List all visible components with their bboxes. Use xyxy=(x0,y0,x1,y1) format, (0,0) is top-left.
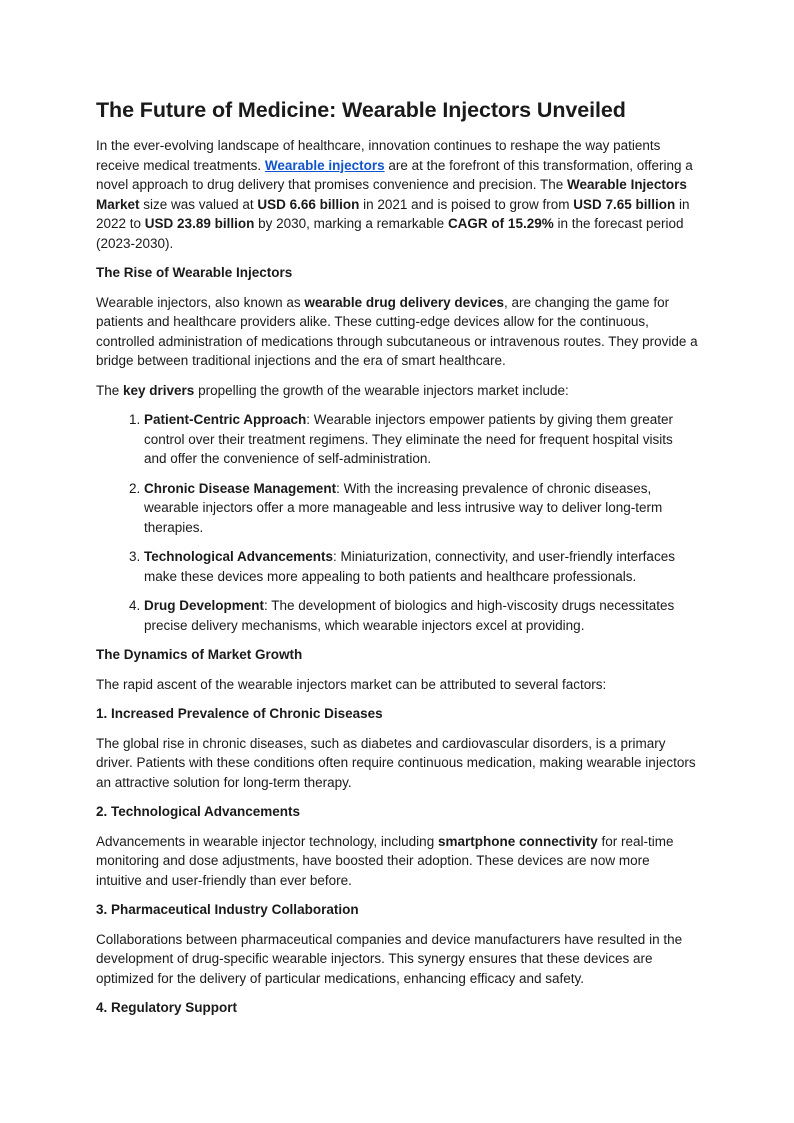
subsection-heading-chronic: 1. Increased Prevalence of Chronic Diseases xyxy=(96,706,383,721)
tech-paragraph xyxy=(96,832,698,891)
rise-text-1: Wearable injectors, also known as xyxy=(96,294,305,310)
driver-label: Patient-Centric Approach xyxy=(144,412,307,427)
intro-text-6: by 2030, marking a remarkable xyxy=(254,216,448,231)
intro-paragraph xyxy=(96,136,698,253)
list-item xyxy=(144,547,698,586)
subsection-heading-pharma: 3. Pharmaceutical Industry Collaboration xyxy=(96,902,359,917)
driver-label: Technological Advancements xyxy=(144,549,334,564)
list-item xyxy=(144,479,698,538)
wearable-injectors-link[interactable]: Wearable injectors xyxy=(264,157,385,173)
driver-text: : Wearable injectors empower patients by giving them greater control over their treatment regimens. They eliminate the need for frequent hospital visits and offer the convenience of self-administration. xyxy=(144,412,673,466)
intro-text-2: are at the forefront of this transformation, offering a novel approach to drug delivery that promises convenience and precision. The xyxy=(96,157,693,192)
tech-text-1: Advancements in wearable injector technology, including xyxy=(96,833,438,849)
rise-paragraph xyxy=(96,293,698,371)
intro-bold-market: Wearable Injectors Market xyxy=(96,177,687,212)
pharma-paragraph: Collaborations between pharmaceutical companies and device manufacturers have resulted in the development of drug-specific wearable injectors. This synergy ensures that these devices are optimized for the delivery of particular medications, enhancing efficacy and safety. xyxy=(96,931,683,986)
intro-bold-value-2030: USD 23.89 billion xyxy=(144,216,255,231)
rise-bold-devices: wearable drug delivery devices xyxy=(304,294,504,310)
section-heading-rise: The Rise of Wearable Injectors xyxy=(96,265,293,280)
driver-text: : Miniaturization, connectivity, and user-friendly interfaces make these devices more appealing to both patients and healthcare professionals. xyxy=(144,549,675,584)
intro-text-5: in 2022 to xyxy=(96,196,690,231)
drivers-intro-paragraph xyxy=(96,381,698,401)
drivers-text-1: The xyxy=(96,382,124,398)
tech-text-2: for real-time monitoring and dose adjustments, have boosted their adoption. These devices are now more intuitive and user-friendly than ever before. xyxy=(96,833,674,888)
intro-text-3: size was valued at xyxy=(139,196,258,212)
drivers-text-2: propelling the growth of the wearable injectors market include: xyxy=(194,382,569,398)
driver-text: : With the increasing prevalence of chronic diseases, wearable injectors offer a more manageable and less intrusive way to deliver long-term therapies. xyxy=(144,480,663,535)
driver-label: Chronic Disease Management xyxy=(144,480,337,496)
list-item xyxy=(144,596,698,635)
subsection-heading-regulatory: 4. Regulatory Support xyxy=(96,1000,238,1015)
chronic-paragraph: The global rise in chronic diseases, such as diabetes and cardiovascular disorders, is a primary driver. Patients with these conditions often require continuous medication, making wearable injectors an attractive solution for long-term therapy. xyxy=(96,735,696,790)
dynamics-intro: The rapid ascent of the wearable injectors market can be attributed to several factors: xyxy=(96,676,607,692)
intro-bold-value-2021: USD 6.66 billion xyxy=(257,196,360,212)
rise-text-2: , are changing the game for patients and healthcare providers alike. These cutting-edge devices allow for the continuous, controlled administration of medications through subcutaneous or intravenous routes. They provide a bridge between traditional injections and the era of smart healthcare. xyxy=(96,294,698,368)
intro-text-7: in the forecast period (2023-2030). xyxy=(96,216,684,251)
tech-bold-smartphone: smartphone connectivity xyxy=(437,833,598,849)
subsection-heading-tech: 2. Technological Advancements xyxy=(96,804,301,819)
drivers-list xyxy=(96,410,698,635)
drivers-bold-key: key drivers xyxy=(123,382,195,398)
driver-text: : The development of biologics and high-viscosity drugs necessitates precise delivery mechanisms, which wearable injectors excel at providing. xyxy=(144,598,675,633)
driver-label: Drug Development xyxy=(144,598,265,613)
intro-text-4: in 2021 and is poised to grow from xyxy=(359,196,574,212)
page-title: The Future of Medicine: Wearable Injectors Unveiled xyxy=(96,98,626,122)
list-item xyxy=(144,410,698,469)
intro-bold-value-2022: USD 7.65 billion xyxy=(573,196,676,212)
document-page xyxy=(96,96,698,1028)
intro-bold-cagr: CAGR of 15.29% xyxy=(447,216,554,231)
section-heading-dynamics: The Dynamics of Market Growth xyxy=(96,647,303,662)
intro-text-1: In the ever-evolving landscape of healthcare, innovation continues to reshape the way patients receive medical treatments. xyxy=(96,138,661,173)
